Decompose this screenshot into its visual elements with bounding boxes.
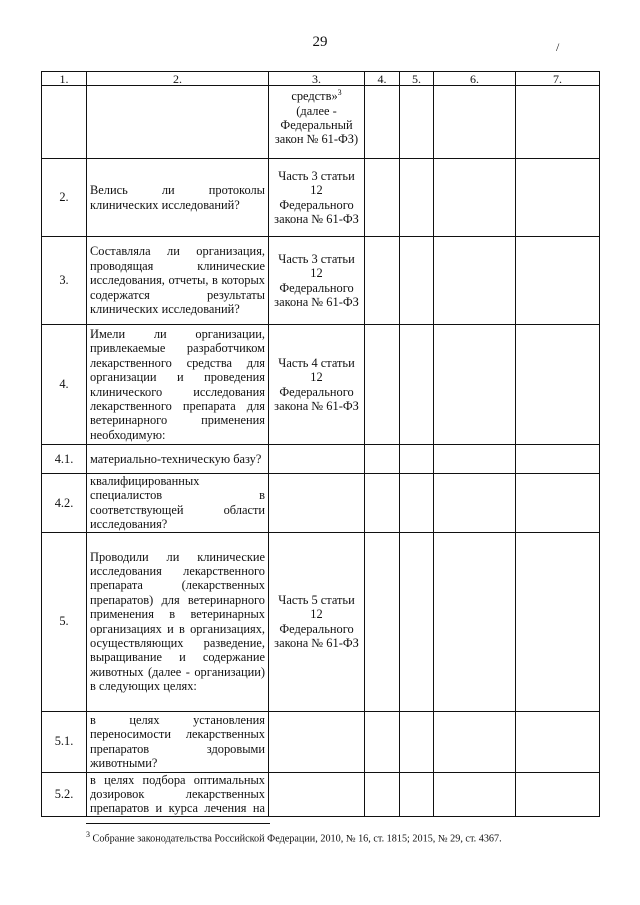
table-row	[42, 474, 600, 533]
row-question: Проводили ли клинические исследования лекарственного препарата (лекарственных препаратов) для ветеринарного применения в ветеринарных организациях и в организациях, осуществляющих разведение, выращивание и содержание животных (далее - организации) в следующих целях:	[87, 532, 269, 711]
row-legal-ref	[269, 772, 365, 816]
table-row	[42, 532, 600, 711]
row-question: в целях подбора оптимальных дозировок лекарственных препаратов и курса лечения на	[87, 772, 269, 816]
footnote-ref-marker: 3	[337, 88, 342, 97]
header-col-1: 1.	[42, 72, 87, 86]
row-question: Велись ли протоколы клинических исследований?	[87, 159, 269, 237]
row-number: 2.	[42, 159, 87, 237]
table-row	[42, 159, 600, 237]
row-legal-ref	[269, 711, 365, 772]
row-number: 5.	[42, 532, 87, 711]
table-row-continuation	[42, 86, 600, 159]
ref-continuation-rest: (далее - Федеральный закон № 61-ФЗ)	[274, 103, 359, 147]
ref-continuation	[269, 86, 365, 159]
checklist-table	[41, 71, 600, 817]
header-row	[42, 72, 600, 86]
footnote-marker: 3	[86, 830, 90, 839]
header-col-4: 4.	[365, 72, 400, 86]
ref-continuation-start: средств»	[291, 89, 338, 104]
header-col-5: 5.	[400, 72, 434, 86]
header-col-2: 2.	[87, 72, 269, 86]
row-number: 4.2.	[42, 474, 87, 533]
row-question: в целях установления переносимости лекарственных препаратов здоровыми животными?	[87, 711, 269, 772]
row-number: 4.1.	[42, 445, 87, 474]
table-row	[42, 772, 600, 816]
table-row	[42, 237, 600, 325]
row-number: 4.	[42, 325, 87, 445]
row-question: Составляла ли организация, проводящая клинические исследования, отчеты, в которых содержатся результаты клинических исследований?	[87, 237, 269, 325]
row-question: материально-техническую базу?	[87, 445, 269, 474]
row-legal-ref: Часть 3 статьи 12 Федерального закона № 61-ФЗ	[269, 237, 365, 325]
table-row	[42, 445, 600, 474]
footnote	[86, 829, 606, 845]
footnote-text: Собрание законодательства Российской Федерации, 2010, № 16, ст. 1815; 2015, № 29, ст. 4367.	[92, 833, 502, 845]
row-question: квалифицированных специалистов в соответствующей области исследования?	[87, 474, 269, 533]
row-legal-ref	[269, 474, 365, 533]
header-col-3: 3.	[269, 72, 365, 86]
header-col-7: 7.	[516, 72, 600, 86]
footnote-separator	[86, 823, 270, 824]
row-legal-ref: Часть 3 статьи 12 Федерального закона № 61-ФЗ	[269, 159, 365, 237]
row-legal-ref	[269, 445, 365, 474]
corner-mark: /	[556, 40, 560, 54]
table-row	[42, 325, 600, 445]
row-question: Имели ли организации, привлекаемые разработчиком лекарственного средства для организации и проведения клинического исследования лекарственного препарата для ветеринарного применения необходимую:	[87, 325, 269, 445]
row-legal-ref: Часть 5 статьи 12 Федерального закона № 61-ФЗ	[269, 532, 365, 711]
row-number: 3.	[42, 237, 87, 325]
row-legal-ref: Часть 4 статьи 12 Федерального закона № 61-ФЗ	[269, 325, 365, 445]
row-number: 5.1.	[42, 711, 87, 772]
page-number: 29	[312, 34, 328, 50]
table-row	[42, 711, 600, 772]
header-col-6: 6.	[434, 72, 516, 86]
row-number: 5.2.	[42, 772, 87, 816]
